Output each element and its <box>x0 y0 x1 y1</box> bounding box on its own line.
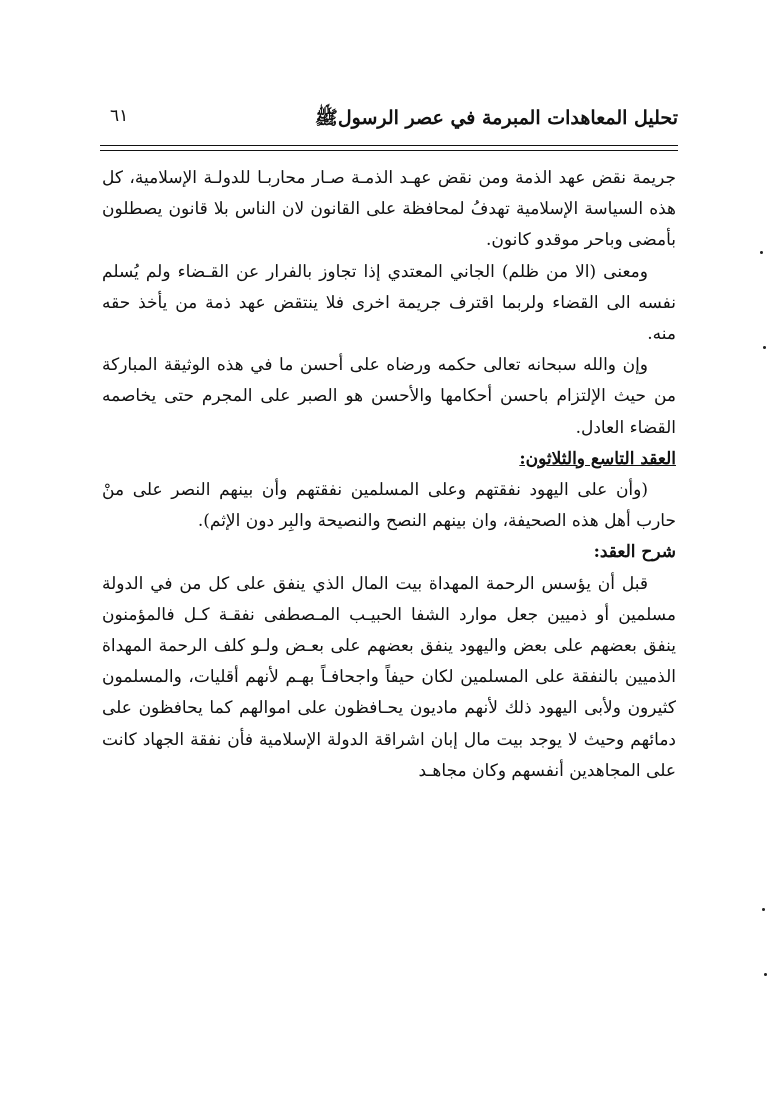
header-rule-bottom <box>100 150 678 151</box>
section-heading-contract-39 <box>102 444 676 475</box>
paragraph-1: جريمة نقض عهد الذمة ومن نقض عهـد الذمـة صـار محاربـا للدولـة الإسلامية، كل هذه السياسة الإسلامية تهدفُ لمحافظة على القانون لان الناس بلا قانون يصطلون بأمضى وباحر موقدو كانون. <box>102 168 676 251</box>
scan-speck <box>762 908 765 911</box>
section-heading-explanation: شرح العقد: <box>593 542 676 563</box>
page-header <box>100 104 678 140</box>
page-number: ٦١ <box>110 106 129 126</box>
paragraph-3: وإن والله سبحانه تعالى حكمه ورضاه على أحسن ما في هذه الوثيقة المباركة من حيث الإلتزام باحسن أحكامها والأحسن هو الصبر على المجرم حتى يخاصمه القضاء العادل. <box>102 355 677 438</box>
paragraph-explanation: قبل أن يؤسس الرحمة المهداة بيت المال الذي ينفق على كل من في الدولة مسلمين أو ذميين جعل موارد الشفا الحبيـب المـصطفى نفقـة كـل فالمؤمنون ينفق بعضهم على بعض واليهود ينفق بعضهم على بعـض ولـو كلف الرحمة المهداة الذميين بالنفقة على المسلمين لكان حيفاً واجحافـاً بهـم لأنهم أقليات، والمسلمون كثيرون ولأبى اليهود ذلك لأنهم ماديون يحـافظون على اموالهم كما يحافظون على دمائهم وحيث لا يوجد بيت مال إبان اشراقة الدولة الإسلامية فأن نفقة الجهاد كانت على المجاهدين أنفسهم وكان مجاهـد <box>102 573 676 781</box>
paragraph-2: ومعنى (الا من ظلم) الجاني المعتدي إذا تجاوز بالفرار عن القـضاء ولم يُسلم نفسه الى القضاء ولربما اقترف جريمة اخرى فلا ينتقض عهد ذمة من يأخذ حقه منه. <box>102 261 676 345</box>
scan-speck <box>763 346 766 349</box>
section-heading-contract-39-text: العقد التاسع والثلاثون: <box>519 448 676 469</box>
body-text <box>102 163 676 787</box>
scan-speck <box>760 251 763 254</box>
contract-quote: (وأن على اليهود نفقتهم وعلى المسلمين نفقتهم وأن بينهم النصر على منْ حارب أهل هذه الصحيفة، وان بينهم النصح والنصيحة والبِر دون الإثم). <box>102 480 676 532</box>
running-title: تحليل المعاهدات المبرمة في عصر الرسولﷺ <box>314 107 678 129</box>
scan-speck <box>764 973 767 976</box>
header-rule-top <box>100 145 678 146</box>
